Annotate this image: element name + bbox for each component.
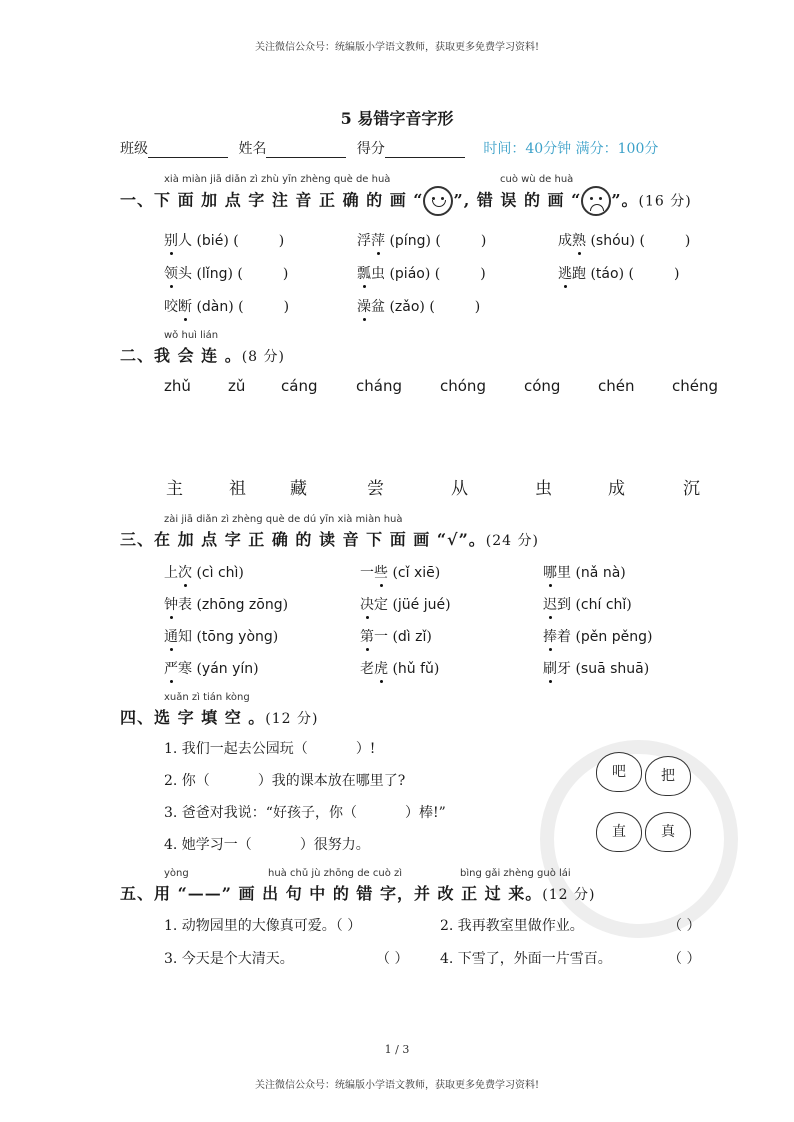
s2-title: 二、我 会 连 。(8 分) xyxy=(120,346,285,365)
fruit-card-1: 吧 xyxy=(596,752,642,792)
s2-char-8[interactable]: 沉 xyxy=(683,479,700,499)
s5-q4[interactable]: 4. 下雪了，外面一片雪百。 xyxy=(440,951,612,967)
s3-item-4[interactable]: 钟表 (zhōng zōng) xyxy=(164,594,288,614)
s1-item-6: 逃跑 (táo) ( ) xyxy=(558,263,679,283)
s1-pinyin-2: cuò wù de huà xyxy=(500,174,574,185)
s2-pinyin-1[interactable]: zhǔ xyxy=(164,377,191,395)
s2-pinyin-7[interactable]: chén xyxy=(598,377,635,395)
s1-item-8: 澡盆 (zǎo) ( ) xyxy=(357,296,480,316)
student-info-line xyxy=(120,138,720,160)
s3-item-1[interactable]: 上次 (cì chì) xyxy=(164,562,244,582)
name-label: 姓名 xyxy=(238,141,267,157)
s3-pinyin: zài jiā diǎn zì zhèng què de dú yīn xià miàn huà xyxy=(164,514,403,525)
score-blank[interactable] xyxy=(385,143,465,158)
s5-q3[interactable]: 3. 今天是个大清天。 xyxy=(164,951,294,967)
s3-item-12[interactable]: 刷牙 (suā shuā) xyxy=(543,658,649,678)
s1-pinyin: xià miàn jiā diǎn zì zhù yīn zhèng què de huà xyxy=(164,174,391,185)
s1-title: 一、下 面 加 点 字 注 音 正 确 的 画 “ ”, 错 误 的 画 “ ”。(16 分) xyxy=(120,186,692,216)
page-footer: 关注微信公众号：统编版小学语文教师，获取更多免费学习资料! xyxy=(254,1080,540,1091)
s3-item-2[interactable]: 一些 (cǐ xiē) xyxy=(360,562,440,582)
s4-q4: 4. 她学习一（ ）很努力。 xyxy=(164,837,370,853)
sad-face-icon xyxy=(581,186,611,216)
s2-char-4[interactable]: 尝 xyxy=(367,479,384,499)
s5-q1[interactable]: 1. 动物园里的大像真可爱。（ ） xyxy=(164,918,362,934)
s3-item-8[interactable]: 第一 (dì zǐ) xyxy=(360,626,432,646)
s5-q3-answer[interactable]: （ ） xyxy=(376,951,409,967)
s5-title: 五、用 “——” 画 出 句 中 的 错 字，并 改 正 过 来。(12 分) xyxy=(120,884,596,903)
page-title: 5 易错字音字形 xyxy=(340,109,454,128)
s3-item-6[interactable]: 迟到 (chí chǐ) xyxy=(543,594,632,614)
s1-item-7: 咬断 (dàn) ( ) xyxy=(164,296,289,316)
s2-char-1[interactable]: 主 xyxy=(166,479,183,499)
s2-char-2[interactable]: 祖 xyxy=(229,479,246,499)
s1-item-2: 浮萍 (píng) ( ) xyxy=(357,230,486,250)
s3-item-10[interactable]: 严寒 (yán yín) xyxy=(164,658,259,678)
s1-item-5: 瓢虫 (piáo) ( ) xyxy=(357,263,486,283)
s1-item-1: 别人 (bié) ( ) xyxy=(164,230,284,250)
s2-pinyin-5[interactable]: chóng xyxy=(440,377,486,395)
s2-pinyin-6[interactable]: cóng xyxy=(524,377,561,395)
s4-q3: 3. 爸爸对我说：“好孩子，你（ ）棒!” xyxy=(164,805,446,821)
s2-pinyin-8[interactable]: chéng xyxy=(672,377,719,395)
s2-char-3[interactable]: 藏 xyxy=(290,479,307,499)
s4-pinyin: xuǎn zì tián kòng xyxy=(164,692,250,703)
s5-q4-answer[interactable]: （ ） xyxy=(668,951,701,967)
s3-item-7[interactable]: 通知 (tōng yòng) xyxy=(164,626,278,646)
s1-item-3: 成熟 (shóu) ( ) xyxy=(558,230,690,250)
fruit-card-3: 直 xyxy=(596,812,642,852)
s2-pinyin-2[interactable]: zǔ xyxy=(228,377,246,395)
s5-q2[interactable]: 2. 我再教室里做作业。 xyxy=(440,918,584,934)
s4-title: 四、选 字 填 空 。(12 分) xyxy=(120,708,319,727)
s3-item-5[interactable]: 决定 (jüé jué) xyxy=(360,594,451,614)
name-blank[interactable] xyxy=(266,143,346,158)
s3-item-11[interactable]: 老虎 (hǔ fǔ) xyxy=(360,658,439,678)
s5-pinyin-3: bìng gǎi zhèng guò lái xyxy=(460,868,571,879)
s2-pinyin-4[interactable]: cháng xyxy=(356,377,402,395)
score-label: 得分 xyxy=(356,141,385,157)
s5-pinyin-2: huà chǔ jù zhōng de cuò zì xyxy=(268,868,403,879)
s2-pinyin-3[interactable]: cáng xyxy=(281,377,318,395)
s4-q1: 1. 我们一起去公园玩（ ）! xyxy=(164,741,376,757)
page-number: 1 / 3 xyxy=(384,1043,410,1056)
s2-char-6[interactable]: 虫 xyxy=(535,479,552,499)
page-header: 关注微信公众号：统编版小学语文教师，获取更多免费学习资料! xyxy=(254,42,540,53)
class-label: 班级 xyxy=(120,141,148,157)
fruit-card-4: 真 xyxy=(645,812,691,852)
s5-q2-answer[interactable]: （ ） xyxy=(668,918,701,934)
s3-title: 三、在 加 点 字 正 确 的 读 音 下 面 画 “√”。(24 分) xyxy=(120,530,539,549)
s3-item-9[interactable]: 捧着 (pěn pěng) xyxy=(543,626,652,646)
s3-item-3[interactable]: 哪里 (nǎ nà) xyxy=(543,562,626,582)
time-score-info: 时间：40分钟 满分：100分 xyxy=(483,141,659,157)
s2-pinyin: wǒ huì lián xyxy=(164,330,219,341)
s1-item-4: 领头 (lǐng) ( ) xyxy=(164,263,288,283)
s2-char-5[interactable]: 从 xyxy=(451,479,468,499)
class-blank[interactable] xyxy=(148,143,228,158)
s2-char-7[interactable]: 成 xyxy=(608,479,625,499)
s5-pinyin-1: yòng xyxy=(164,868,189,879)
s4-q2: 2. 你（ ）我的课本放在哪里了? xyxy=(164,773,406,789)
fruit-card-2: 把 xyxy=(645,756,691,796)
smile-face-icon xyxy=(423,186,453,216)
